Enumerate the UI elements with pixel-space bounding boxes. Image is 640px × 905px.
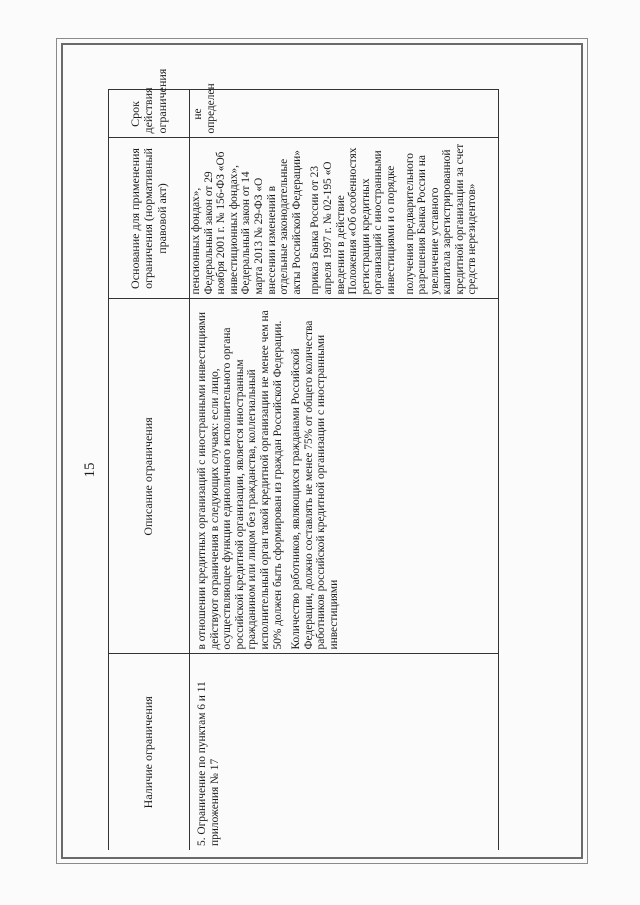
- restrictions-table: [108, 68, 499, 851]
- restriction-legal-basis: [190, 138, 499, 299]
- description-paragraph-2: Количество работников, являющихся гражданами Российской Федерации, должно составлять не менее 75% от общего количества работников российской кредитной организации с иностранными инвестициями: [290, 320, 340, 650]
- basis-paragraph-2: приказ Банка России от 23 апреля 1997 г. № 02-195 «О введении в действие Положения «Об особенностях регистрации кредитных организаций с иностранными инвестициями и о порядке: [309, 147, 397, 295]
- header-term: Срок действия ограничения: [109, 90, 190, 138]
- rotated-page-content: [80, 68, 540, 850]
- table-row: [190, 90, 499, 850]
- basis-paragraph-1: пенсионных фондах», Федеральный закон от 29 ноября 2001 г. № 156-ФЗ «Об инвестиционных фондах», Федеральный закон от 14 марта 2013 № 29-ФЗ «О внесении изменений в отдельные законодательные акты Российской Федерации»: [190, 150, 303, 295]
- header-description: Описание ограничения: [109, 299, 190, 654]
- header-presence: Наличие ограничения: [109, 654, 190, 850]
- header-legal-basis: Основание для применения ограничения (нормативный правовой акт): [109, 138, 190, 299]
- description-paragraph-1: в отношении кредитных организаций с иностранными инвестициями действуют ограничения в следующих случаях: если лицо, осуществляющее функции единоличного исполнительного органа российской кредитной организации, является иностранным гражданином или лицом без гражданства, коллегиальный исполнительный орган такой кредитной организации не менее чем на 50% должен быть сформирован из граждан Российской Федерации.: [196, 310, 284, 650]
- restriction-name: 5. Ограничение по пунктам 6 и 11 приложения № 17: [190, 654, 499, 850]
- basis-paragraph-3: получения предварительного разрешения Банка России на увеличение уставного капитала зарегистрированной кредитной организации за счет средств нерезидентов»: [403, 143, 479, 295]
- restriction-description: [190, 299, 499, 654]
- table-header-row: [109, 90, 190, 850]
- page-number: 15: [82, 462, 98, 478]
- restriction-term: не определен: [190, 90, 499, 138]
